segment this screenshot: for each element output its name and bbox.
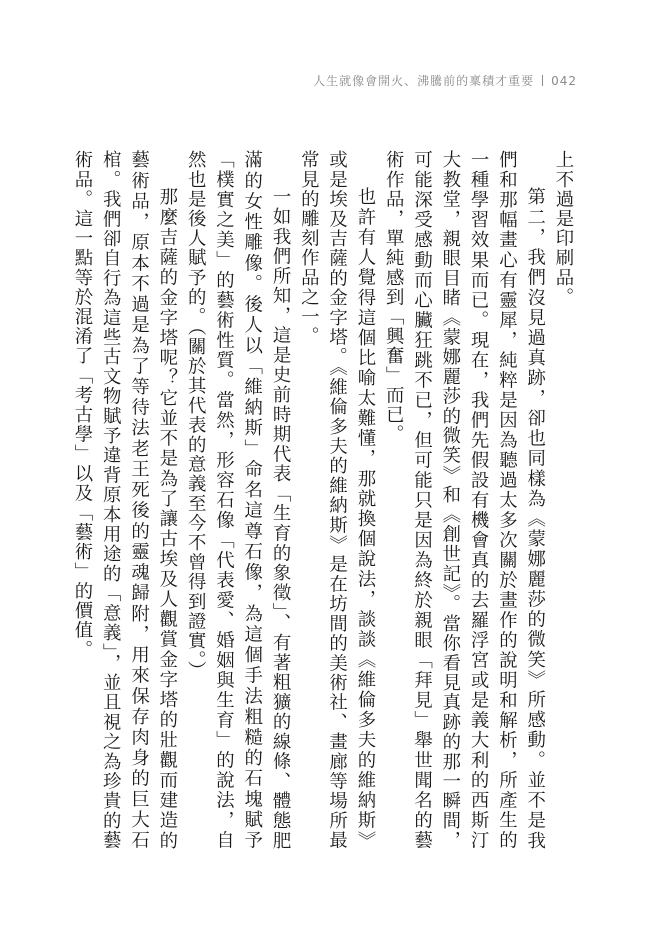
header-divider	[542, 75, 543, 86]
running-header	[313, 72, 577, 89]
paragraph: 上不過是印刷品。	[553, 150, 574, 307]
paragraph: 那麼吉薩的金字塔呢？它並不是為了讓古埃及人觀賞金字塔的壯觀而建造的藝術品，原本不過是為了等待法老王死後的靈魂歸附，用來保存肉身的巨大石棺。我們卻自行為這些古文物賦予違背原本用途的「意義」，並且視之為珍貴的藝術品。這一點等於混淆了「考古學」以及「藝術」的價值。	[71, 150, 178, 850]
running-title: 人生就像會開火、沸騰前的稟積才重要	[313, 74, 535, 88]
paragraph: 也許有人覺得這個比喻太難懂，那就換個說法，談談《維倫多夫的維納斯》或是埃及吉薩的金字塔。《維倫多夫的維納斯》是在坊間的美術社、畫廊等場所最常見的雕刻作品之一。	[298, 150, 376, 850]
page-number: 042	[551, 74, 577, 88]
paragraph: 第二，我們沒見過真跡，卻也同樣為《蒙娜麗莎的微笑》所感動。並不是我們和那幅畫心有靈犀，純粹是因為聽過太多次關於畫作的說明和解析，所產生的一種學習效果而已。現在，我們先假設有機會真的去羅浮宮或是義大利的西斯汀大教堂，親眼目睹《蒙娜麗莎的微笑》和《創世記》。當你看見真跡的那一瞬間，可能深受感動而心臟狂跳不已，但可能只是因為終於親眼「拜見」舉世聞名的藝術作品，單純感到「興奮」而已。	[383, 150, 546, 850]
paragraph: 一如我們所知，這是史前時期代表「生育的象徵」、有著粗獷的線條、體態肥滿的女性雕像。後人以「維納斯」命名這尊石像，為這個手法粗糙的石塊賦予「樸實之美」的藝術性質。當然，形容石像「代表愛、婚姻與生育」的說法，自然也是後人賦予的。（關於其代表的意義至今不曾得到證實。）	[185, 150, 292, 850]
page-body	[71, 150, 577, 850]
